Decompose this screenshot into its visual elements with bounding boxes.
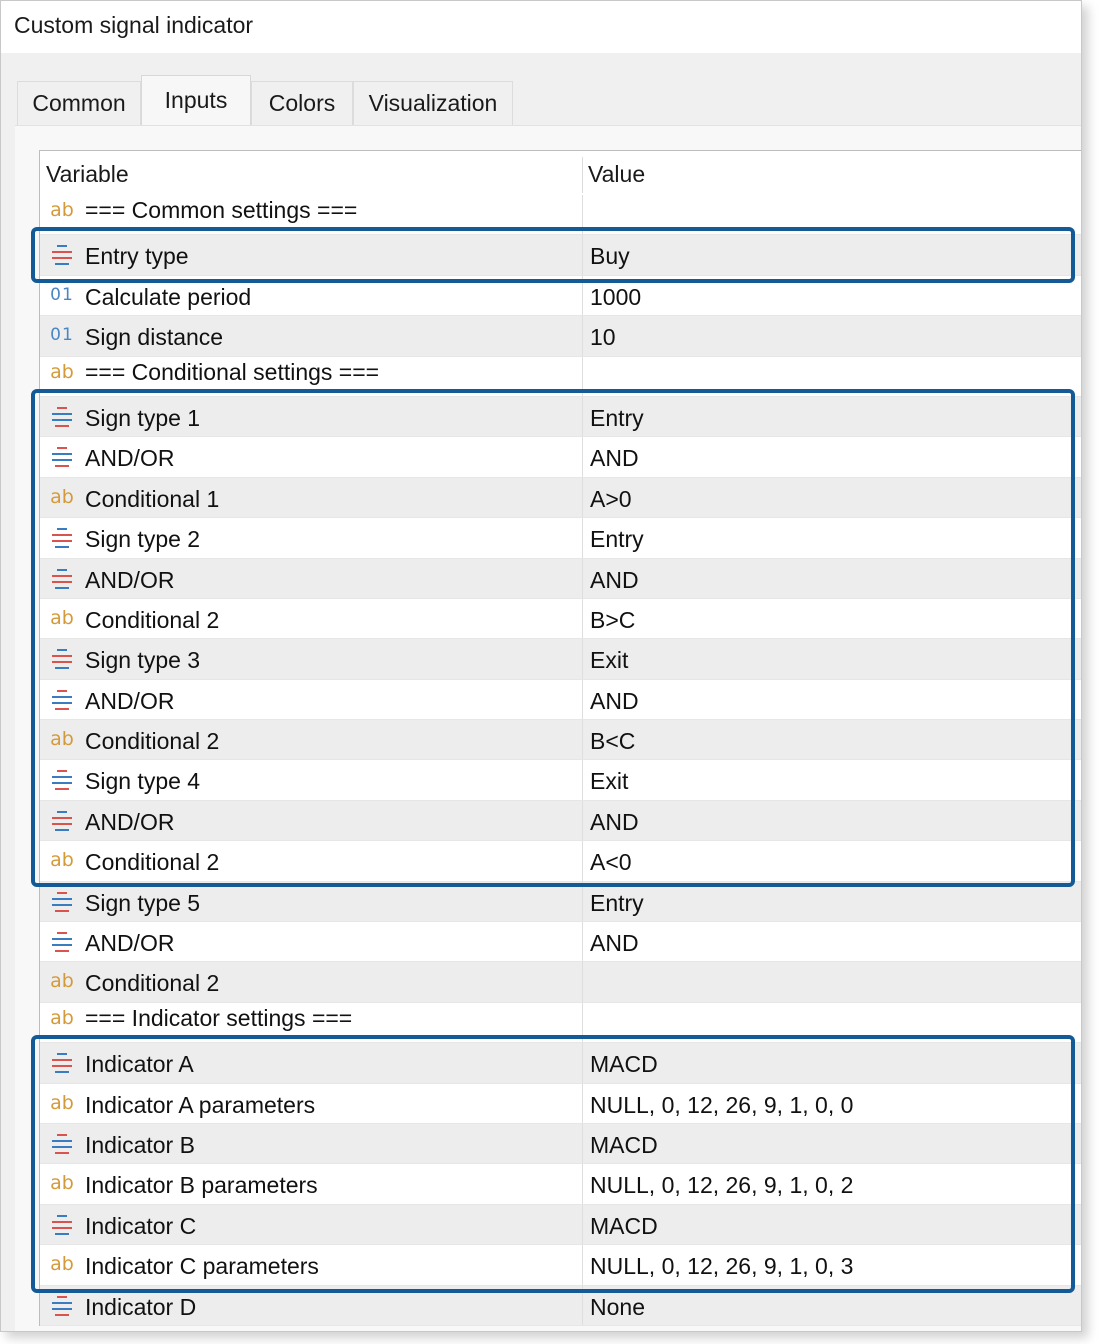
- value-cell[interactable]: NULL, 0, 12, 26, 9, 1, 0, 0: [590, 1091, 854, 1118]
- column-separator: [582, 518, 583, 557]
- table-row[interactable]: [40, 235, 1082, 275]
- column-separator: [582, 1003, 583, 1042]
- column-separator: [582, 639, 583, 678]
- variable-cell: AND/OR: [85, 687, 175, 714]
- column-separator: [582, 1124, 583, 1163]
- column-separator: [582, 882, 583, 921]
- variable-cell: AND/OR: [85, 930, 175, 957]
- column-separator: [582, 841, 583, 880]
- column-separator: [582, 801, 583, 840]
- value-cell[interactable]: AND: [590, 808, 639, 835]
- integer-type-icon: [50, 282, 74, 308]
- column-separator: [582, 599, 583, 638]
- column-separator: [582, 1245, 583, 1284]
- section-row[interactable]: [40, 357, 1082, 397]
- tab-common[interactable]: Common: [17, 81, 141, 125]
- string-type-glyph: ab: [50, 970, 74, 993]
- integer-type-glyph: 01: [50, 284, 74, 305]
- string-type-glyph: ab: [50, 485, 74, 508]
- enum-list-icon: [50, 686, 74, 712]
- column-separator: [582, 1286, 583, 1325]
- grid-rows: [40, 195, 1082, 1326]
- string-type-icon: [50, 359, 74, 385]
- variable-cell: === Indicator settings ===: [85, 1004, 353, 1031]
- variable-cell: Indicator C: [85, 1212, 197, 1239]
- value-cell[interactable]: AND: [590, 445, 639, 472]
- table-row[interactable]: [40, 478, 1082, 518]
- enum-list-icon: [50, 1292, 74, 1318]
- table-row[interactable]: [40, 397, 1082, 437]
- column-separator: [582, 680, 583, 719]
- variable-cell: Indicator D: [85, 1293, 197, 1320]
- value-cell[interactable]: MACD: [590, 1212, 658, 1239]
- value-cell[interactable]: B<C: [590, 728, 636, 755]
- enum-list-icon: [50, 241, 74, 267]
- value-cell[interactable]: A>0: [590, 485, 632, 512]
- value-cell[interactable]: AND: [590, 566, 639, 593]
- value-cell[interactable]: None: [590, 1293, 645, 1320]
- table-row[interactable]: [40, 599, 1082, 639]
- table-row[interactable]: [40, 437, 1082, 477]
- value-cell[interactable]: 1000: [590, 283, 642, 310]
- column-separator: [582, 1043, 583, 1082]
- enum-list-icon: [50, 443, 74, 469]
- string-type-glyph: ab: [50, 199, 74, 221]
- string-type-icon: [50, 1005, 74, 1031]
- table-row[interactable]: [40, 720, 1082, 760]
- column-separator: [582, 962, 583, 1001]
- column-separator: [582, 437, 583, 476]
- string-type-icon: [50, 847, 74, 873]
- variable-cell: Sign type 1: [85, 404, 201, 431]
- variable-cell: Conditional 2: [85, 606, 220, 633]
- section-row[interactable]: [40, 195, 1082, 235]
- column-separator: [582, 1205, 583, 1244]
- title-bar: [1, 1, 1081, 53]
- column-separator: [582, 922, 583, 961]
- variable-cell: Conditional 2: [85, 849, 220, 876]
- enum-list-icon: [50, 807, 74, 833]
- string-type-icon: [50, 1251, 74, 1277]
- column-separator: [582, 195, 583, 234]
- value-cell[interactable]: Entry: [590, 404, 644, 431]
- variable-cell: === Conditional settings ===: [85, 358, 380, 385]
- table-row[interactable]: [40, 1124, 1082, 1164]
- string-type-icon: [50, 197, 74, 223]
- value-cell[interactable]: A<0: [590, 849, 632, 876]
- variable-cell: Sign distance: [85, 324, 224, 351]
- table-row[interactable]: [40, 922, 1082, 962]
- enum-list-icon: [50, 1049, 74, 1075]
- enum-list-icon: [50, 888, 74, 914]
- table-row[interactable]: [40, 1043, 1082, 1083]
- tab-visualization[interactable]: Visualization: [353, 81, 513, 125]
- string-type-glyph: ab: [50, 728, 74, 751]
- value-cell[interactable]: Entry: [590, 889, 644, 916]
- column-separator: [582, 1164, 583, 1203]
- tab-colors[interactable]: Colors: [251, 81, 353, 125]
- variable-cell: Entry type: [85, 243, 189, 270]
- table-row[interactable]: [40, 276, 1082, 316]
- variable-cell: Calculate period: [85, 283, 252, 310]
- variable-cell: Sign type 3: [85, 647, 201, 674]
- integer-type-glyph: 01: [50, 325, 74, 346]
- value-cell[interactable]: Buy: [590, 243, 630, 270]
- variable-cell: Sign type 4: [85, 768, 201, 795]
- value-cell[interactable]: NULL, 0, 12, 26, 9, 1, 0, 3: [590, 1253, 854, 1280]
- variable-cell: AND/OR: [85, 445, 175, 472]
- column-separator: [582, 559, 583, 598]
- value-cell[interactable]: Exit: [590, 768, 629, 795]
- enum-list-icon: [50, 766, 74, 792]
- variable-cell: AND/OR: [85, 808, 175, 835]
- enum-list-icon: [50, 1130, 74, 1156]
- window-title: Custom signal indicator: [14, 12, 254, 38]
- string-type-icon: [50, 605, 74, 631]
- integer-type-icon: [50, 322, 74, 348]
- variable-cell: Indicator B: [85, 1131, 195, 1158]
- variable-cell: Conditional 2: [85, 970, 220, 997]
- string-type-icon: [50, 968, 74, 994]
- enum-list-icon: [50, 928, 74, 954]
- string-type-icon: [50, 1170, 74, 1196]
- variable-cell: Indicator B parameters: [85, 1172, 318, 1199]
- section-row[interactable]: [40, 1003, 1082, 1043]
- column-separator: [582, 1084, 583, 1123]
- value-cell[interactable]: AND: [590, 930, 639, 957]
- variable-cell: Indicator C parameters: [85, 1253, 319, 1280]
- value-cell[interactable]: NULL, 0, 12, 26, 9, 1, 0, 2: [590, 1172, 854, 1199]
- tab-inputs[interactable]: Inputs: [141, 75, 251, 125]
- enum-list-icon: [50, 524, 74, 550]
- column-separator: [582, 397, 583, 436]
- value-cell[interactable]: Exit: [590, 647, 629, 674]
- table-row[interactable]: [40, 1245, 1082, 1285]
- enum-list-icon: [50, 403, 74, 429]
- table-row[interactable]: [40, 559, 1082, 599]
- string-type-glyph: ab: [50, 360, 74, 383]
- enum-list-icon: [50, 565, 74, 591]
- table-row[interactable]: [40, 1084, 1082, 1124]
- column-separator: [582, 357, 583, 396]
- string-type-glyph: ab: [50, 1172, 74, 1195]
- table-row[interactable]: [40, 680, 1082, 720]
- table-row[interactable]: [40, 841, 1082, 881]
- string-type-glyph: ab: [50, 849, 74, 872]
- variable-cell: AND/OR: [85, 566, 175, 593]
- string-type-glyph: ab: [50, 1091, 74, 1114]
- enum-list-icon: [50, 645, 74, 671]
- column-header-variable[interactable]: Variable: [46, 161, 129, 187]
- value-cell[interactable]: MACD: [590, 1131, 658, 1158]
- enum-list-icon: [50, 1211, 74, 1237]
- string-type-icon: [50, 726, 74, 752]
- string-type-glyph: ab: [50, 1253, 74, 1276]
- table-row[interactable]: [40, 518, 1082, 558]
- value-cell[interactable]: B>C: [590, 606, 636, 633]
- string-type-icon: [50, 1090, 74, 1116]
- variable-cell: Sign type 2: [85, 526, 201, 553]
- variable-cell: Conditional 1: [85, 485, 220, 512]
- table-row[interactable]: [40, 1205, 1082, 1245]
- value-cell[interactable]: AND: [590, 687, 639, 714]
- inputs-grid: [39, 150, 1082, 1326]
- table-row[interactable]: [40, 639, 1082, 679]
- table-row[interactable]: [40, 882, 1082, 922]
- column-separator: [582, 235, 583, 274]
- variable-cell: Indicator A: [85, 1051, 194, 1078]
- table-row[interactable]: [40, 1164, 1082, 1204]
- variable-cell: Sign type 5: [85, 889, 201, 916]
- variable-cell: Indicator A parameters: [85, 1091, 316, 1118]
- value-cell[interactable]: MACD: [590, 1051, 658, 1078]
- string-type-icon: [50, 484, 74, 510]
- table-row[interactable]: [40, 1286, 1082, 1326]
- column-separator: [582, 760, 583, 799]
- table-row[interactable]: [40, 801, 1082, 841]
- table-row[interactable]: [40, 760, 1082, 800]
- column-separator: [582, 316, 583, 355]
- column-divider[interactable]: [582, 157, 583, 193]
- value-cell[interactable]: Entry: [590, 526, 644, 553]
- string-type-glyph: ab: [50, 1006, 74, 1029]
- string-type-glyph: ab: [50, 606, 74, 629]
- column-separator: [582, 276, 583, 315]
- column-separator: [582, 478, 583, 517]
- column-separator: [582, 720, 583, 759]
- value-cell[interactable]: 10: [590, 324, 616, 351]
- variable-cell: === Common settings ===: [85, 197, 358, 223]
- variable-cell: Conditional 2: [85, 728, 220, 755]
- column-header-value[interactable]: Value: [588, 161, 646, 187]
